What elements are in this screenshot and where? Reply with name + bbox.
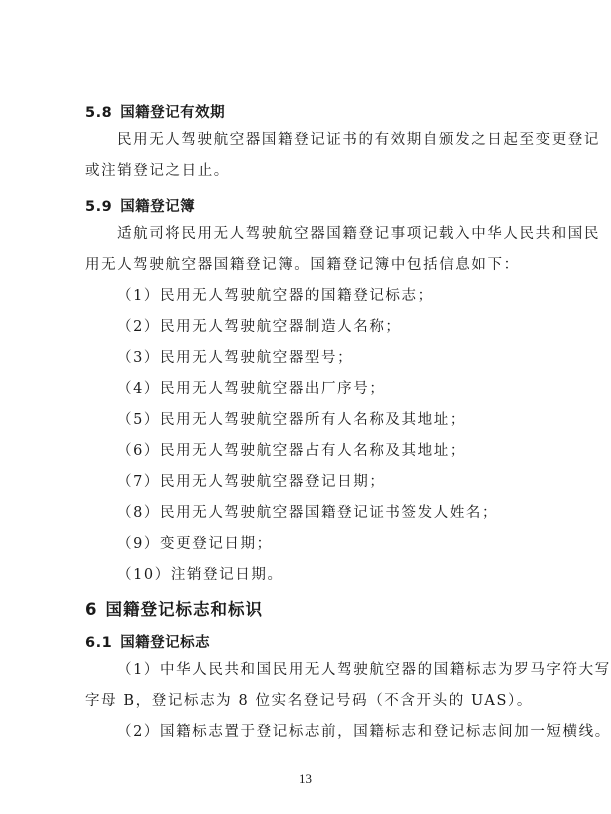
paragraph-line: 民用无人驾驶航空器国籍登记证书的有效期自颁发之日起至变更登记: [117, 132, 600, 148]
section-heading-5-9: [85, 195, 195, 216]
paragraph-line: 用无人驾驶航空器国籍登记簿。国籍登记簿中包括信息如下：: [85, 257, 520, 273]
chapter-number: 6: [85, 600, 98, 619]
section-number: 5.8: [85, 105, 113, 121]
list-item: （7）民用无人驾驶航空器登记日期；: [117, 474, 386, 490]
section-title: 国籍登记有效期: [120, 105, 226, 121]
paragraph-line: （2）国籍标志置于登记标志前，国籍标志和登记标志间加一短横线。: [117, 724, 611, 740]
section-title: 国籍登记标志: [120, 635, 211, 651]
list-item: （1）民用无人驾驶航空器的国籍登记标志；: [117, 288, 434, 304]
list-item: （8）民用无人驾驶航空器国籍登记证书签发人姓名；: [117, 505, 499, 521]
paragraph-line: 或注销登记之日止。: [85, 163, 230, 179]
paragraph-line: 适航司将民用无人驾驶航空器国籍登记事项记载入中华人民共和国民: [117, 226, 600, 242]
paragraph-line: （1）中华人民共和国民用无人驾驶航空器的国籍标志为罗马字符大写: [117, 662, 611, 678]
list-item: （9）变更登记日期；: [117, 536, 273, 552]
list-item: （4）民用无人驾驶航空器出厂序号；: [117, 381, 386, 397]
section-number: 6.1: [85, 635, 113, 651]
paragraph-line: 字母 B，登记标志为 8 位实名登记号码（不含开头的 UAS）。: [85, 693, 533, 709]
section-heading-6-1: [85, 631, 210, 652]
list-item: （6）民用无人驾驶航空器占有人名称及其地址；: [117, 443, 466, 459]
chapter-heading-6: [85, 596, 263, 620]
page-number: 13: [299, 771, 312, 786]
chapter-title: 国籍登记标志和标识: [105, 600, 263, 619]
list-item: （5）民用无人驾驶航空器所有人名称及其地址；: [117, 412, 466, 428]
list-item: （10）注销登记日期。: [117, 567, 284, 583]
section-heading-5-8: [85, 101, 225, 122]
list-item: （3）民用无人驾驶航空器型号；: [117, 350, 354, 366]
section-title: 国籍登记簿: [120, 199, 196, 215]
section-number: 5.9: [85, 199, 113, 215]
list-item: （2）民用无人驾驶航空器制造人名称；: [117, 319, 402, 335]
